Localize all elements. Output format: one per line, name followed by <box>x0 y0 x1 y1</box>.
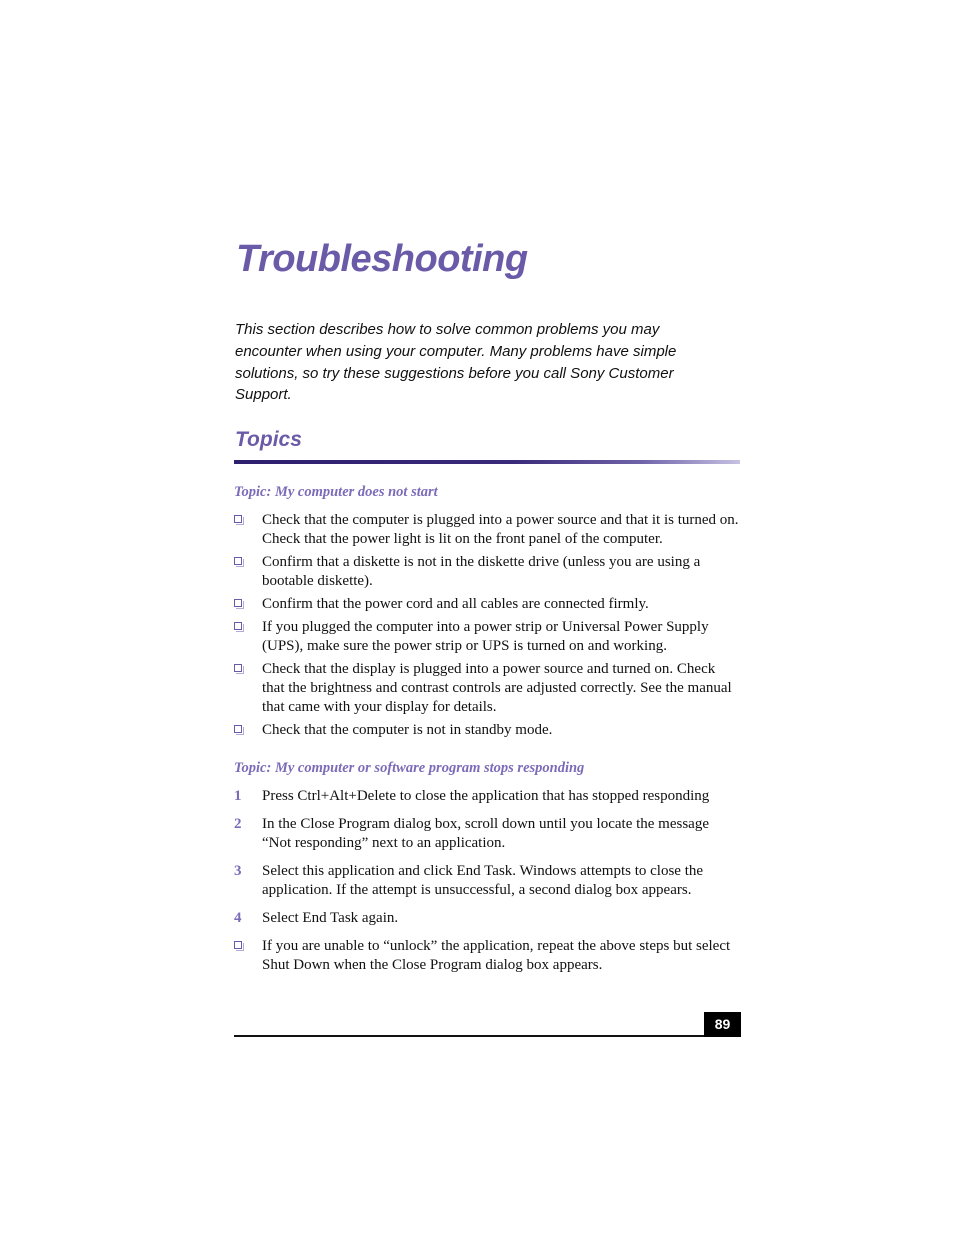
checkbox-square-icon <box>234 557 242 565</box>
list-item <box>234 595 740 614</box>
list-item-text: If you plugged the computer into a power strip or Universal Power Supply (UPS), make sure the power strip or UPS is turned on and working. <box>262 619 709 654</box>
checkbox-square-icon <box>234 622 242 630</box>
list-item <box>234 721 740 740</box>
checkbox-square-icon <box>234 599 242 607</box>
step-number: 1 <box>234 788 242 804</box>
section-divider <box>234 460 740 464</box>
list-item <box>234 937 740 975</box>
page-number: 89 <box>704 1012 741 1037</box>
list-item-text: Check that the display is plugged into a power source and turned on. Check that the brightness and contrast controls are adjusted correctly. See the manual that came with your display for details. <box>262 661 732 715</box>
checkbox-square-icon <box>234 664 242 672</box>
section-heading-topics: Topics <box>235 428 302 451</box>
step-text: In the Close Program dialog box, scroll down until you locate the message “Not responding” next to an application. <box>262 816 709 851</box>
list-item-text: Confirm that a diskette is not in the diskette drive (unless you are using a bootable diskette). <box>262 554 701 589</box>
topic1-checklist <box>234 511 740 740</box>
topic-heading-stops-responding: Topic: My computer or software program stops responding <box>234 760 585 776</box>
checkbox-square-icon <box>234 941 242 949</box>
step-item <box>234 787 740 806</box>
step-number: 4 <box>234 910 242 926</box>
checkbox-square-icon <box>234 515 242 523</box>
topic-heading-not-start: Topic: My computer does not start <box>234 484 438 500</box>
step-text: Press Ctrl+Alt+Delete to close the application that has stopped responding <box>262 788 710 804</box>
list-item-text: Check that the computer is not in standby mode. <box>262 722 553 738</box>
intro-paragraph: This section describes how to solve common problems you may encounter when using your computer. Many problems have simple solutions, so try these suggestions before you call Sony Customer Support. <box>235 321 677 404</box>
list-item <box>234 511 740 549</box>
list-item-text: Check that the computer is plugged into a power source and that it is turned on. Check that the power light is lit on the front panel of the computer. <box>262 512 739 547</box>
list-item-text: Confirm that the power cord and all cables are connected firmly. <box>262 596 649 612</box>
step-text: Select End Task again. <box>262 910 399 926</box>
step-number: 2 <box>234 816 242 832</box>
footer-divider <box>234 1035 740 1037</box>
step-item <box>234 862 740 900</box>
checkbox-square-icon <box>234 725 242 733</box>
note-text: If you are unable to “unlock” the application, repeat the above steps but select Shut Down when the Close Program dialog box appears. <box>262 938 731 973</box>
step-item <box>234 815 740 853</box>
list-item <box>234 618 740 656</box>
topic2-steps <box>234 787 740 975</box>
list-item <box>234 553 740 591</box>
page-title: Troubleshooting <box>236 238 528 280</box>
step-text: Select this application and click End Task. Windows attempts to close the application. If the attempt is unsuccessful, a second dialog box appears. <box>262 863 704 898</box>
step-number: 3 <box>234 863 242 879</box>
list-item <box>234 660 740 717</box>
step-item <box>234 909 740 928</box>
